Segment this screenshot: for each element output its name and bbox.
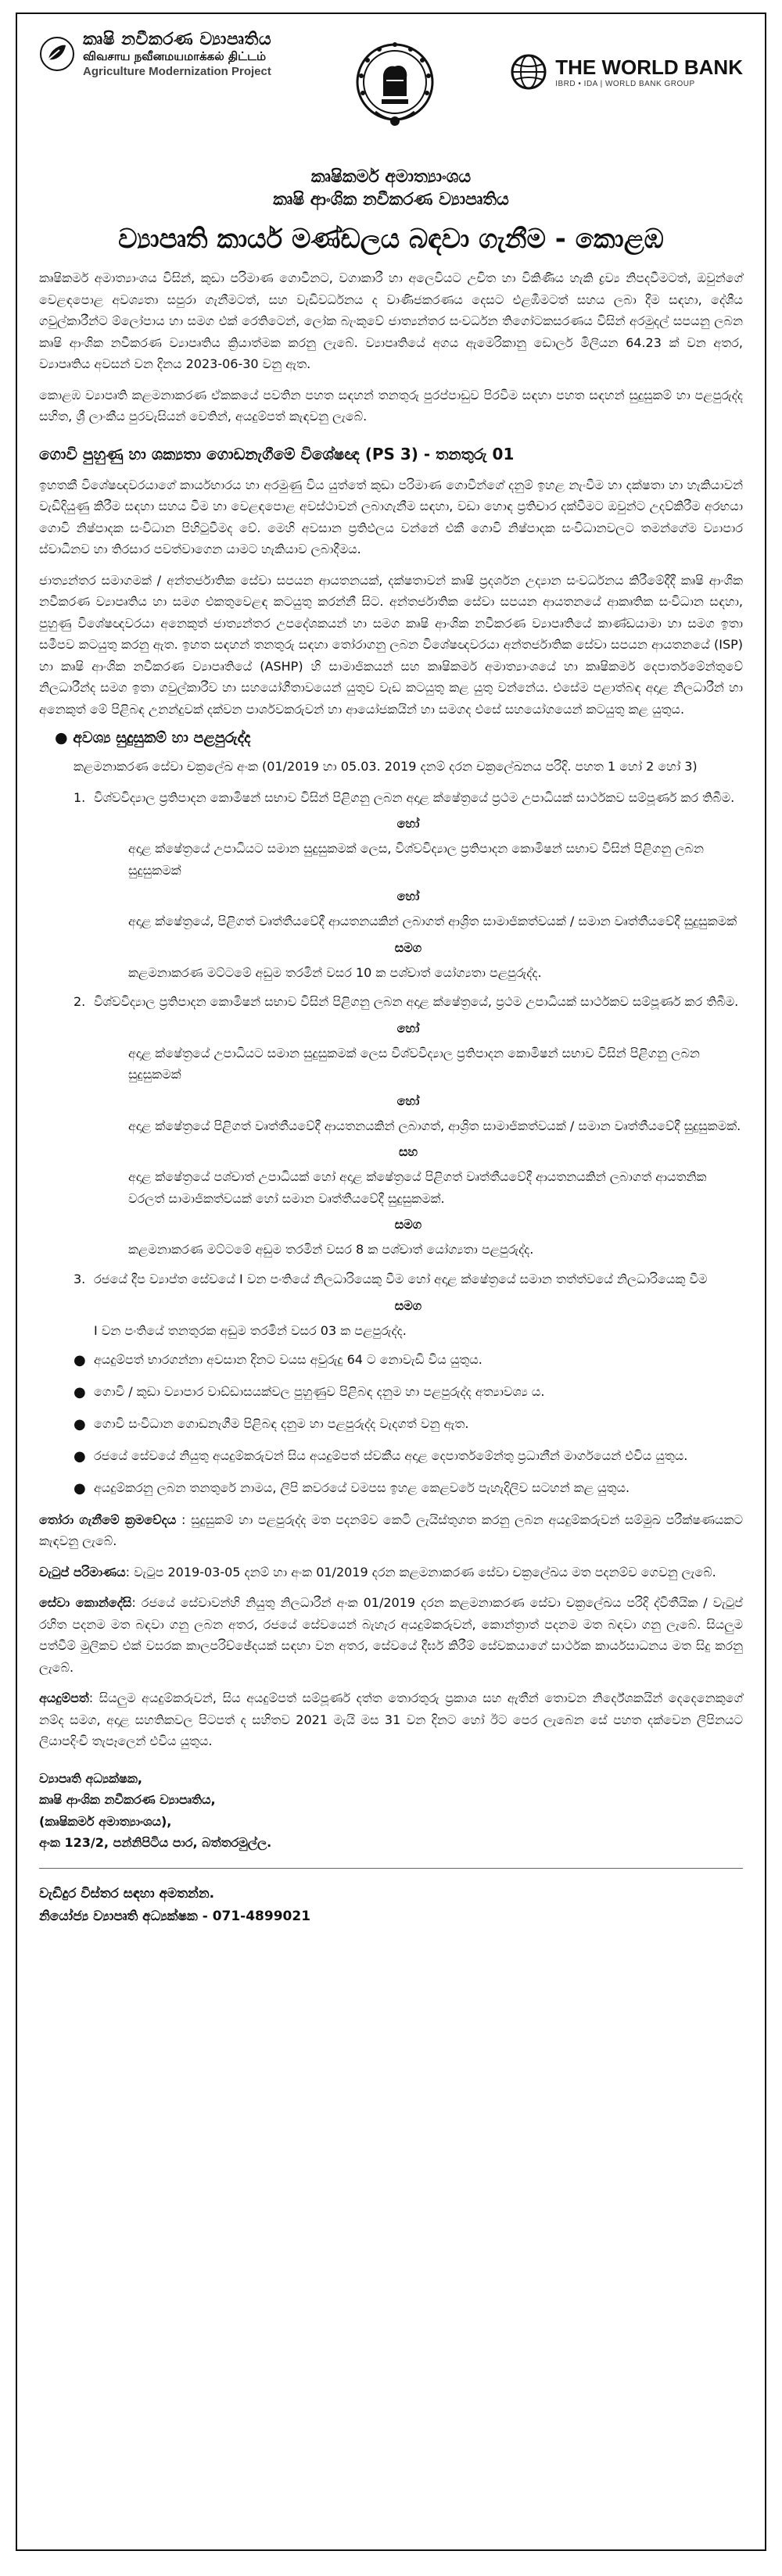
and-label: සමග <box>394 939 422 955</box>
project-title: කෘෂි ආංශික නවීකරණ ව්‍යාපෘතිය <box>273 190 509 209</box>
globe-icon <box>510 53 547 91</box>
condition-item: ● රජයේ සේවයේ නියුතු අයදුම්කරුවන් සිය අයදුම්පත් ස්වකීය අදාළ දෙපාර්තමේන්තු ප්‍රධානීන් මාර්ගයෙන් එවිය යුතුය. <box>74 1445 743 1469</box>
qualification-2-alt-1: අදාළ ක්ෂේත්‍රයේ උපාධියට සමාන සුදුසුකමක් ලෙස විශ්වවිද්‍යාල ප්‍රතිපාදන කොමිෂන් සභාව විසින් පිළිගනු ලබන සුදුසුකමක් <box>128 1045 700 1082</box>
title-block <box>39 167 743 255</box>
and-label: සමග <box>394 1217 422 1233</box>
qualification-item-2: 2. විශ්වවිද්‍යාල ප්‍රතිපාදන කොමිෂන් සභාව විසින් පිළිගනු ලබන අදාළ ක්ෂේත්‍රයේ, ප්‍රථම උපාධියක් සාර්ථකව සම්පූර්ණ කර තිබීම. <box>74 994 739 1010</box>
qualification-1-experience: කළමනාකරණ මට්ටමේ අඩුම තරමින් වසර 10 ක පශ්චාත් යෝග්‍යතා පළපුරුද්ද. <box>128 964 542 980</box>
or-label: හෝ <box>396 1093 420 1108</box>
requirements-intro: කළමනාකරණ සේවා චක්‍රලේඛ අංක (01/2019 හා 05.03. 2019 දනම් දරන චක්‍රලේඛනය පරිදි. පහත 1 හෝ 2 හෝ 3) <box>74 759 698 775</box>
position-title: ගොවි පුහුණු හා ශක්‍යතා ගොඩනැගීමේ විශේෂඥ (PS 3) - තනතුරු 01 <box>39 444 515 463</box>
bullet-icon: ● <box>74 1415 86 1433</box>
condition-item: ● ගොවි සංවිධාන ගොඩනැගීම පිළිබඳ දනුම හා පළපුරුද්ද වැදගත් වනු ඇත. <box>74 1413 743 1437</box>
or-label: හෝ <box>396 816 420 832</box>
intro-paragraph-2: කොළඹ ව්‍යාපෘති කළමනාකරණ ඒකකයේ පවතින පහත සඳහන් තනතුරු පුරප්පාඩුව පිරවීම සඳහා පහත සඳහන් සුදුසුකම් හා පළපුරුද්ද සහිත, ශ්‍රී ලාංකීය පුරවැසියන් වෙතින්, අයදුම්පත් කැඳවනු ලැබේ. <box>39 387 743 424</box>
condition-item: ● ගොවි / කුඩා ව්‍යාපාර වාඩ්ඩාසයක්වල පුහුණුව පිළිබඳ දනුම හා පළපුරුද්ද අත්‍යාවශ්‍ය ය. <box>74 1381 743 1405</box>
with-label: සහ <box>398 1144 418 1160</box>
ministry-title: කෘෂිකර්ම අමාත්‍යාංශය <box>310 167 472 187</box>
qualification-3-experience: I වන පංතියේ තනතුරක අඩුම තරමින් වසර 03 ක පළපුරුද්ද. <box>94 1322 407 1338</box>
and-label: සමග <box>394 1297 422 1313</box>
application-instructions: අයදුම්පත්: සියලුම අයදුම්කරුවන්, සිය අයදුම්පත් සම්පූර්ණ දත්ත තොරතුරු ප්‍රකාශ සහ ඇතීන් තොවන නිර්දේශකයින් දෙදෙනෙකුගේ නම්ද සමග, අදාළ සහතිකවල පිටපත් ද සහිතව 2021 මැයි මස 31 වන දිනට හෝ ඊට පෙර ලැබෙන සේ පහත දක්වෙන ලිපිනයට ලියාපදිංචි තැපෑලෙන් එවිය යුතුය. <box>39 1690 744 1749</box>
selection-method: තෝරා ගැනීමේ ක්‍රමවේදය : සුදුසුකම් හා පළපුරුද්ද මත පදනම්ව කෙටි ලැයිස්තුගත කරනු ලබන අයදුම්කරුවන් සම්මුඛ පරීක්ෂණයකට කැඳවනු ලැබේ. <box>39 1512 743 1549</box>
requirements-title: ● අවශ්‍ය සුදුසුකම් හා පළපුරුද්ද <box>55 729 251 747</box>
conditions-list <box>74 1349 743 1501</box>
leaf-logo-icon <box>39 36 75 72</box>
qualification-1-alt-2: අදාළ ක්ෂේත්‍රයේ, පිළිගත් වෘත්තීයවේදී ආයතනයකින් ලබාගත් ආශ්‍රිත සාමාජිකත්වයක් / සමාන වෘත්තීයවේදී සුදුසුකමක් <box>128 914 737 929</box>
header <box>39 30 743 163</box>
project-logo <box>39 30 297 78</box>
qualification-item-1: 1. විශ්වවිද්‍යාල ප්‍රතිපාදන කොමිෂන් සභාව විසින් පිළිගනු ලබන අදාළ ක්ෂේත්‍රයේ ප්‍රථම උපාධියක් සාර්ථකව සම්පූර්ණ කර තිබීම. <box>74 789 735 805</box>
divider <box>39 1868 743 1869</box>
qualification-2-experience: කළමනාකරණ මට්ටමේ අඩුම තරමින් වසර 8 ක පශ්චාත් යෝග්‍යතා පළපුරුද්ද. <box>128 1242 534 1258</box>
bullet-icon: ● <box>74 1352 86 1369</box>
logo-line-english: Agriculture Modernization Project <box>83 65 271 78</box>
position-paragraph-1: ඉහතකී විශේෂඥවරයාගේ කාර්යභාරය හා අරමුණු විය යුත්තේ කුඩා පරිමාණ ගොවීන්ගේ දනුම් ඉහළ නැංවීම හා දක්ෂතා හා හැකියාවන් වැඩිදියුණු කිරීම සඳහා සහය වීම හා වෙළඳපොළ අවස්ථාවන් ලබාගැනීම සඳහා, වඩා හොඳ ප්‍රතිචාර දක්වීමට ඔවුන්ට උදව්කිරීම අරභයා ගොවි නිෂ්පාදක සංවිධාන පිහිටුවීමද වේ. මෙහි අවසාන ප්‍රතිඵලය වන්නේ එකී ගොවි නිෂ්පාදක සංවිධානවලට තමන්ගේම ව්‍යාපාර ස්වාධීනව හා තිරසාර පවත්වාගෙන යාමට හැකියාව ලබාදීමය. <box>39 477 743 557</box>
bullet-icon: ● <box>74 1383 86 1401</box>
sri-lanka-emblem-icon <box>348 30 442 139</box>
or-label: හෝ <box>396 1020 420 1036</box>
condition-item: ● අයදුම්පත් භාරගන්නා අවසාන දිනට වයස අවුරුදු 64 ට නොවැඩි විය යුතුය. <box>74 1349 743 1373</box>
world-bank-sub: IBRD • IDA | WORLD BANK GROUP <box>555 80 695 88</box>
condition-item: ● අයදුම්කරනු ලබන තනතුරේ නාමය, ලිපි කවරයේ වමපස ඉහළ කෙළවරේ පැහැදිලිව සටහන් කළ යුතුය. <box>74 1477 743 1501</box>
bullet-icon: ● <box>55 729 74 747</box>
position-paragraph-2: ජාත්‍යන්තර සමාගමක් / අන්තර්ජාතික සේවා සපයන ආයතනයක්, දක්ෂතාවන් කෘෂි ප්‍රදර්ශන උද්‍යාන සංවර්ධනය කිරීමේදීදී කෘෂි ආංශික නවීකරණ ව්‍යාපෘතිය හා සමග එකතුවෙළඳ කටයුතු කරන්නී සිට. අන්තර්ජාතික සේවා සපයන ආයතනයේ ආකෘතික සංවිධාන සඳහා, පුහුණු විශේෂඥවරයා අනෙකුත් ජාත්‍යන්තර උපදේශකයන් හා සමග කෘෂි ආංශික නවීකරණ ව්‍යාපෘතියේ කාණ්ඩයාමා හා සමග ඉතා සමීපව කටයුතු කරනු ඇත. ඉහත සඳහන් තනතුරු සඳහා තෝරාගනු ලබන විශේෂඥවරයා අන්තර්ජාතික සේවා සපයන ආයතනයේ (ISP) හා කෘෂි ආංශික නවීකරණ ව්‍යාපෘතියේ (ASHP) හි සාමාජිකයන් සහ කෘෂිකර්ම අමාත්‍යාංශයේ හා කෘෂිකර්ම දෙපාර්තමේන්තුවේ නිලධාරීන්ද සමග ඉතා ගවුල්කාරීව හා සහයෝගීතාවයෙන් යුතුව වැඩ කටයුතු කළ යුතු වන්නේය. එසේම පළාත්බඳ අදාළ නිලධාරීන් හා අනෙකුත් මේ පිළිබඳ උනන්දුවක් දක්වන පාර්ශවකරුවන් හා ආයෝජකයින් හා සමගද එසේ සහයෝගයෙන් කටයුතු කළ යුතුය. <box>39 572 743 717</box>
bullet-icon: ● <box>74 1447 86 1465</box>
qualification-1-alt-1: අදාළ ක්ෂේත්‍රයේ උපාධියට සමාන සුදුසුකමක් ලෙස, විශ්වවිද්‍යාල ප්‍රතිපාදන කොමිෂන් සභාව විසින් පිළිගනු ලබන සුදුසුකමක් <box>128 841 704 878</box>
address-block: ව්‍යාපෘති අධ්‍යක්ෂක, කෘෂි ආංශික නවීකරණ ව්‍යාපෘතිය, (කෘෂිකර්ම අමාත්‍යාංශය), අංක 123/2, පන්නිපිටිය පාර, බත්තරමුල්ල. <box>39 1770 272 1851</box>
qualification-2-alt-2: අදාළ ක්ෂේත්‍රයේ පිළිගත් වෘත්තීයවේදී ආයතනයකින් ලබාගත්, ආශ්‍රිත සාමාජිකත්වයක් / සමාන වෘත්තීයවේදී සුදුසුකමක්. <box>128 1118 741 1133</box>
world-bank-logo <box>493 53 743 91</box>
qualifications-list <box>74 787 743 1341</box>
world-bank-name: THE WORLD BANK <box>555 55 743 79</box>
advertisement-page <box>16 13 766 2551</box>
or-label: හෝ <box>396 889 420 904</box>
main-title: ව්‍යාපෘති කාර්ය මණ්ඩලය බඳවා ගැනීම - කොළඹ <box>118 224 664 255</box>
qualification-2-alt-3: අදාළ ක්ෂේත්‍රයේ පශ්චාත් උපාධියක් හෝ අදාළ ක්ෂේත්‍රයේ පිළිගත් වෘත්තීයවේදී ආයතනයකින් ලබාගත් ආයතනික වරලත් සාමාජිකත්වයක් හෝ සමාන වෘත්තීයවේදී සුදුසුකමක්. <box>128 1169 707 1206</box>
bullet-icon: ● <box>74 1479 86 1497</box>
qualification-item-3: 3. රජයේ දීප ව්‍යාප්ත සේවයේ I වන පංතියේ නිලධාරියෙකු වීම හෝ අදාළ ක්ෂේත්‍රයේ සමාන තත්ත්වයේ නිලධාරියෙකු වීම <box>74 1271 708 1286</box>
intro-paragraph-1: කෘෂිකර්ම අමාත්‍යාංශය විසින්, කුඩා පරිමාණ ගොවීනට, වගාකාරී හා අලෙවියට උචිත හා විකිණිය හැකි ද්‍රව්‍ය නිපදවීමටත්, ඔවුන්ගේ වෙළඳපොළ අවශ්‍යතා සපුරා ගැනීමටත්, සහ වැඩිවර්ධනය ද වාණිජකරණය දෙසට එළඹීමටත් සහය ලබා දීම සඳහා, දේශීය ගවුල්කාරීන්ට ම්ලෝපාය හා සමග එක් රෙතිටෙන්, ලෝක බැංකුවේ ජාත්‍යන්තර සංවර්ධන තිගෝටකසරණය විසින් අරමුදල් සපයනු ලබන කෘෂි ආංශික නවීකරණ ව්‍යාපෘතිය ක්‍රියාත්මක කරනු ලැබේ. ව්‍යාපෘතියේ අගය ඇමෙරිකානු ඩොලර් මිලියන 64.23 ක් වන අතර, ව්‍යාපෘතිය අවසන් වන දිනය 2023-06-30 වනු ඇත. <box>39 270 743 372</box>
service-conditions: සේවා කොන්දේසි: රජයේ සේවාවන්හි නියුතු නිලධාරීන් අංක 01/2019 දරන කළමනාකරණ සේවා චක්‍රලේඛය පරිදි ද්විතීයික / වැටුප් රහිත පදනම මත බඳවා ගනු ලබන අතර, රජයේ සේවයෙන් බැහැර අයදුම්කරුවන්, කොන්ත්‍රාත් පදනම මත බඳවා ගනු ලැබේ. සියලුම පත්වීම් මුලිකව එක් වසරක කාලපරිච්ඡේදයක් සඳහා වන අතර, සේවයේ දීර්ඝ කිරීම් සේවකයාගේ සාර්ථක කාර්යසාධනය මත සිදු කරනු ලැබේ. <box>39 1595 743 1675</box>
contact-footer: වැඩිදුර විස්තර සඳහා අමතන්න. නියෝජ්‍ය ව්‍යාපෘති අධ්‍යක්ෂක - 071-4899021 <box>39 1886 311 1925</box>
logo-line-tamil: விவசாய நவீனமயமாக்கல் திட்டம் <box>83 49 267 63</box>
salary-scale: වැටුප් පරිමාණය: වැටුප 2019-03-05 දනම් හා අංක 01/2019 දරන කළමනාකරණ සේවා චක්‍රලේඛය මත පදනම්ව ගෙවනු ලැබේ. <box>39 1564 716 1580</box>
logo-line-sinhala: කෘෂි නවීකරණ ව්‍යාපෘතිය <box>83 30 272 49</box>
